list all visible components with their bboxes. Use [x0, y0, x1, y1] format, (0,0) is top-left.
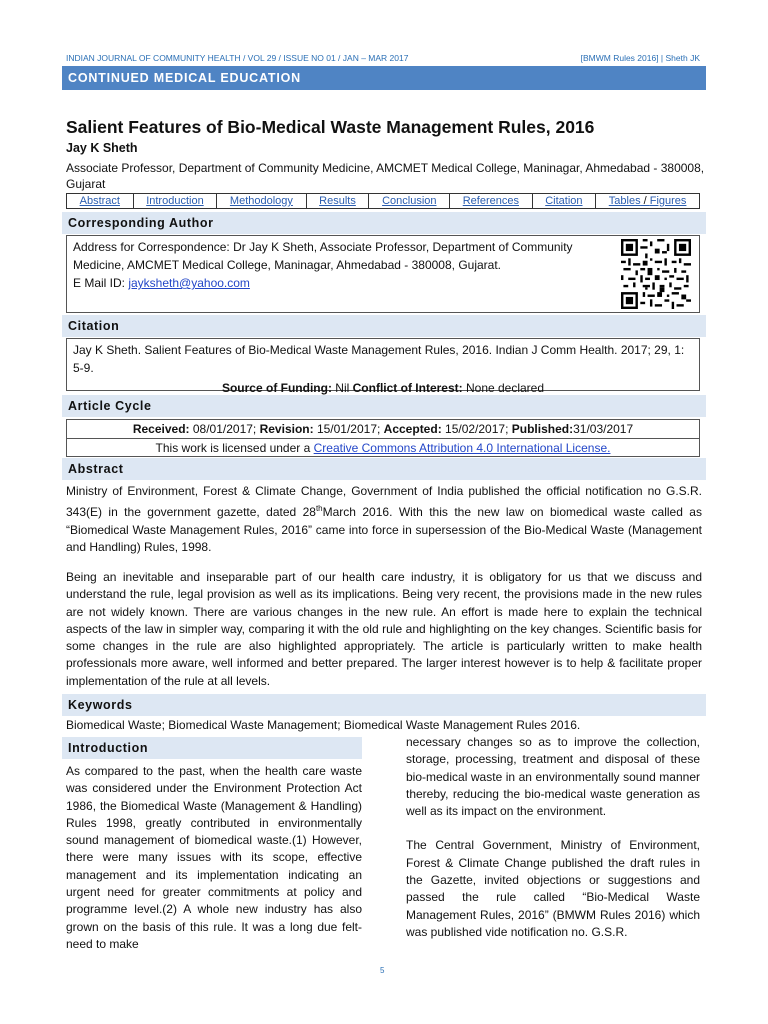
- article-cycle-box: [66, 419, 700, 457]
- nav-link-references[interactable]: References: [449, 194, 532, 208]
- conflict-label: Conflict of Interest:: [352, 381, 463, 395]
- nav-link-tables[interactable]: Tables: [608, 195, 641, 207]
- qr-code-icon: [621, 239, 691, 309]
- email-link[interactable]: jayksheth@yahoo.com: [128, 276, 250, 290]
- article-dates: [67, 420, 699, 438]
- author-affiliation: Associate Professor, Department of Community Medicine, AMCMET Medical College, Maninagar, Ahmedabad - 380008, Gujarat: [66, 161, 705, 191]
- article-nav: [66, 193, 700, 209]
- email-label: E Mail ID:: [73, 276, 129, 290]
- nav-link-conclusion[interactable]: Conclusion: [368, 194, 449, 208]
- nav-link-citation[interactable]: Citation: [532, 194, 596, 208]
- license-line: [67, 438, 699, 457]
- abstract-p1-start: Ministry of Environment, Forest & Climate Change, Government of India published the official notification no G.S.R. 343(E) in the government gazette, dated 28: [66, 484, 702, 520]
- funding-label: Source of Funding:: [221, 381, 332, 395]
- nav-cell-tables-figures: [595, 194, 699, 208]
- nav-link-results[interactable]: Results: [306, 194, 369, 208]
- running-header: [66, 53, 706, 65]
- keywords-heading: Keywords: [62, 694, 706, 716]
- accepted-date: 15/02/2017;: [441, 422, 512, 436]
- corresponding-author-heading: Corresponding Author: [62, 212, 706, 234]
- introduction-right-p2: The Central Government, Ministry of Environment, Forest & Climate Change published the draft rules in the Gazette, invited objections or suggestions and passed the rule called “Bio-Medical Waste Management Rules, 2016” (BMWM Rules 2016) which was published vide notification no. G.S.R.: [406, 838, 700, 939]
- journal-header-right: [BMWM Rules 2016] | Sheth JK: [580, 53, 700, 63]
- license-link[interactable]: Creative Commons Attribution 4.0 International License.: [313, 441, 611, 455]
- citation-box: [66, 338, 700, 395]
- keywords-text: Biomedical Waste; Biomedical Waste Management; Biomedical Waste Management Rules 2016.: [66, 718, 581, 732]
- article-cycle-heading: Article Cycle: [62, 395, 706, 417]
- page-number: 5: [380, 966, 385, 975]
- nav-link-methodology[interactable]: Methodology: [216, 194, 305, 208]
- abstract-paragraph-1: [66, 483, 702, 556]
- published-date: 31/03/2017: [573, 422, 634, 436]
- nav-link-abstract[interactable]: Abstract: [79, 195, 120, 207]
- accepted-label: Accepted:: [383, 422, 442, 436]
- correspondence-address: Address for Correspondence: Dr Jay K Sheth, Associate Professor, Department of Community Medicine, AMCMET Medical College, Maninagar, Ahmedabad - 380008, Gujarat.: [73, 240, 573, 272]
- nav-link-introduction[interactable]: Introduction: [133, 194, 217, 208]
- conflict-value: None declared: [462, 381, 545, 395]
- citation-text: Jay K Sheth. Salient Features of Bio-Medical Waste Management Rules, 2016. Indian J Comm Health. 2017; 29, 1: 5-9.: [73, 343, 685, 375]
- article-title: Salient Features of Bio-Medical Waste Management Rules, 2016: [66, 117, 595, 137]
- correspondence-box: [66, 235, 700, 313]
- abstract-paragraph-2: Being an inevitable and inseparable part of our health care industry, it is obligatory for us that we discuss and understand the rule, legal provision as well as its implications. Being very recent, the provisions made in the new rules are not widely known. There are various changes in the new rule. An effort is made here to explain the technical aspects of the law in simpler way, comparing it with the old rule and highlighting on the key changes. Scientific basis for some changes in the rule are also highlighted appropriately. The article is particularly written to make health professionals more aware, well informed and better prepared. The larger interest however is to help & facilitate proper implementation of the rule at all levels.: [66, 570, 702, 688]
- nav-link-figures[interactable]: Figures: [649, 195, 687, 207]
- license-prefix: This work is licensed under a: [155, 441, 314, 455]
- funding-value: Nil: [331, 381, 353, 395]
- article-author: Jay K Sheth: [66, 141, 138, 155]
- introduction-left-column: As compared to the past, when the health care waste was considered under the Environment Protection Act 1986, the Biomedical Waste (Management & Handling) Rules 1998, greatly contributed in environmentally sound management of biomedical waste.(1) However, there were many issues with its scope, effective management and its implementation indicating an urgent need for greater commitments at policy and programme level.(2) A whole new industry has also grown on the basis of this rule. It was a long due felt-need to make: [66, 764, 362, 951]
- abstract-p1-sup: th: [315, 504, 323, 514]
- introduction-heading: Introduction: [62, 737, 362, 759]
- revision-date: 15/01/2017;: [313, 422, 384, 436]
- introduction-right-column: [406, 734, 700, 941]
- citation-heading: Citation: [62, 315, 706, 337]
- nav-separator: /: [640, 195, 650, 207]
- introduction-right-p1: necessary changes so as to improve the collection, storage, processing, treatment and disposal of these bio-medical waste in an environmentally sound manner thereby, reducing the bio-medical waste generation as well as its impact on the environment.: [406, 735, 700, 819]
- received-label: Received:: [132, 422, 190, 436]
- email-line: [73, 274, 693, 292]
- section-banner: CONTINUED MEDICAL EDUCATION: [62, 66, 706, 90]
- journal-header-left: INDIAN JOURNAL OF COMMUNITY HEALTH / VOL 29 / ISSUE NO 01 / JAN – MAR 2017: [66, 53, 409, 63]
- abstract-heading: Abstract: [62, 458, 706, 480]
- revision-label: Revision:: [259, 422, 314, 436]
- abstract-p1-end: March 2016. With this the new law on biomedical waste called as “Biomedical Waste Management Rules, 2016” came into force in supersession of the Bio-Medical Waste (Management and Handling) Rules, 1998.: [66, 505, 702, 554]
- published-label: Published:: [511, 422, 574, 436]
- received-date: 08/01/2017;: [189, 422, 260, 436]
